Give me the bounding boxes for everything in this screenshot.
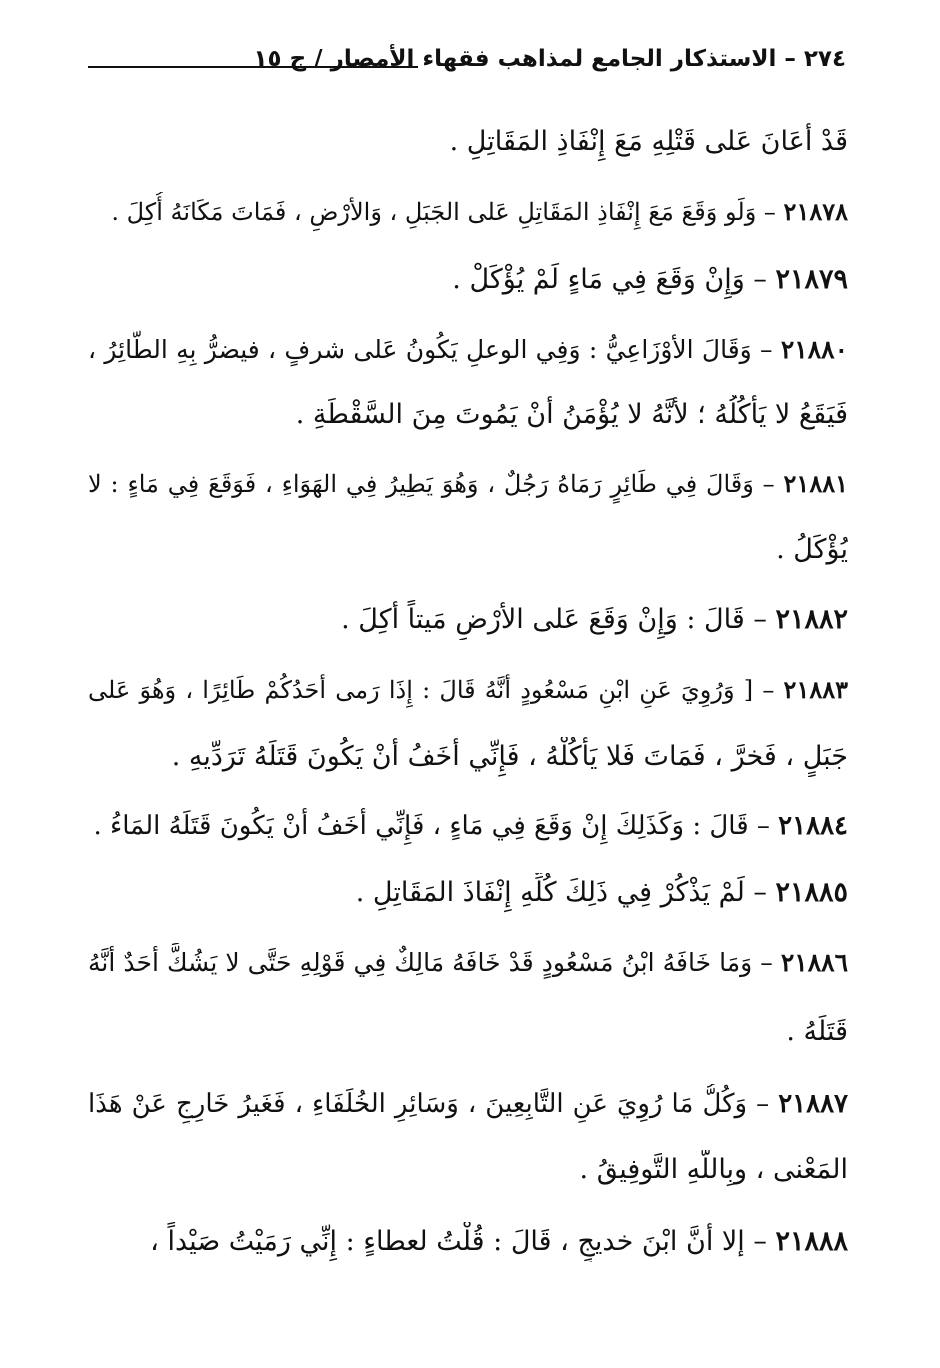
text-line [88,873,848,913]
line-text: يُؤْكَلُ . [776,534,848,565]
line-text: – إلا أنَّ ابْنَ خديجٍ ، قَالَ : قُلْتُ لعطاءٍ : إِنِّي رَمَيْتُ صَيْداً ، [150,1226,767,1257]
text-line [88,943,848,983]
text-line [88,464,848,504]
header-rule [88,66,418,68]
line-text: قَتَلَهُ . [786,1016,848,1047]
line-text: فَيَقَعُ لا يَأكُلُهُ ؛ لأنَّهُ لا يُؤْمَنُ أنْ يَمُوتَ مِنَ السَّقْطَةِ . [295,399,848,430]
text-line [88,530,848,570]
line-text: – وَلَو وَقَعَ مَعَ إِنْفَاذِ المَقَاتِلِ عَلى الجَبَلِ ، وَالأرْضِ ، فَمَاتَ مَكَانَهُ أُكِلَ . [111,198,776,226]
text-line [88,600,848,640]
line-text: – وَإِنْ وَقَعَ فِي مَاءٍ لَمْ يُؤْكَلْ . [452,264,767,295]
text-line [88,670,848,710]
line-text: – لَمْ يَذْكُرْ فِي ذَلِكَ كُلِّهِ إِنْفَاذَ المَقَاتِلِ . [355,877,767,908]
text-line [88,1084,848,1124]
line-text: – وَقَالَ فِي طَائِرٍ رَمَاهُ رَجُلٌ ، وَهُوَ يَطِيرُ فِي الهَوَاءِ ، فَوَقَعَ فِي مَاءٍ : لا [88,470,775,498]
text-line [88,1012,848,1052]
paragraph-number: ٢١٨٨٣ [783,675,848,704]
line-text: المَعْنى ، وبِاللَّهِ التَّوفِيقُ . [579,1154,848,1185]
paragraph-number: ٢١٨٨٦ [780,948,848,977]
text-line [88,122,848,162]
text-line [88,737,848,777]
paragraph-number: ٢١٨٨١ [783,469,848,498]
header-title: ٢٧٤ – الاستذكار الجامع لمذاهب فقهاء الأمصار / ج ١٥ [253,46,846,72]
text-line [88,395,848,435]
line-text: – قَالَ : وَإِنْ وَقَعَ عَلى الأرْضِ مَيتاً أُكِلَ . [341,604,767,635]
text-line [88,330,848,370]
text-line [88,1222,848,1262]
running-header [88,44,846,84]
line-text: جَبَلٍ ، فَخرَّ ، فَمَاتَ فَلا يَأكُلْهُ ، فَإِنِّي أخَفُ أنْ يَكُونَ قَتَلَهُ تَرَدِّيهِ . [171,741,848,772]
line-text: – وَقَالَ الأوْزَاعِيُّ : وَفِي الوعلِ يَكُونُ عَلى شرفٍ ، فيضرُّ بِهِ الطَّائِرُ ، [88,335,773,364]
line-text: – [ وَرُوِيَ عَنِ ابْنِ مَسْعُودٍ أنَّهُ قَالَ : إِذَا رَمى أحَدُكُمْ طَائِرًا ، وَهُوَ عَلى [88,676,775,704]
paragraph-number: ٢١٨٨٨ [775,1226,848,1257]
line-text: – قَالَ : وَكَذَلِكَ إِنْ وَقَعَ فِي مَاءٍ ، فَإِنِّي أخَفُ أنْ يَكُونَ قَتَلَهُ المَاءُ . [93,811,770,841]
paragraph-number: ٢١٨٨٤ [778,811,848,841]
line-text: قَدْ أعَانَ عَلى قَتْلِهِ مَعَ إِنْفَاذِ المَقَاتِلِ . [449,126,848,157]
text-line [88,192,848,232]
text-line [88,1150,848,1190]
text-line [88,260,848,300]
line-text: – وَكُلُّ مَا رُوِيَ عَنِ التَّابِعِينَ ، وَسَائِرِ الخُلَفَاءِ ، فَغَيرُ خَارِجٍ عَنْ هَذَا [88,1089,770,1119]
paragraph-number: ٢١٨٨٧ [778,1089,848,1119]
paragraph-number: ٢١٨٨٥ [775,877,848,908]
paragraph-number: ٢١٨٧٨ [783,197,848,226]
paragraph-number: ٢١٨٧٩ [775,264,848,295]
paragraph-number: ٢١٨٨٠ [780,335,848,364]
paragraph-number: ٢١٨٨٢ [775,604,848,635]
line-text: – وَمَا خَافَهُ ابْنُ مَسْعُودٍ قَدْ خَافَهُ مَالِكٌ فِي قَوْلِهِ حَتَّى لا يَشُكَّ أحَدٌ أنَّهُ [88,948,773,977]
text-line [88,806,848,846]
